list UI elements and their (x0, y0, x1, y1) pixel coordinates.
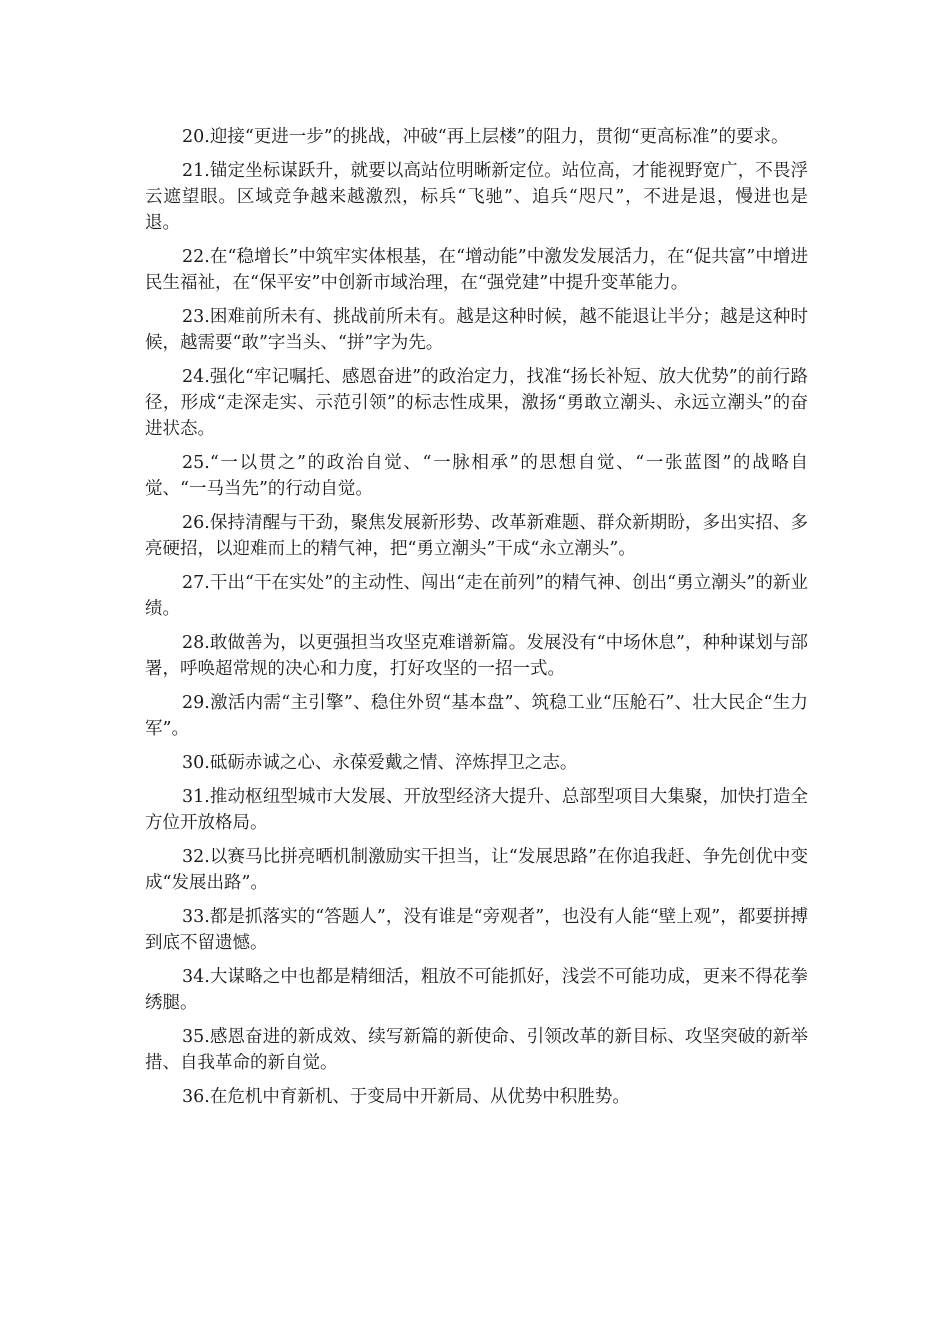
paragraph-20: 20.迎接“更进一步”的挑战，冲破“再上层楼”的阻力，贯彻“更高标准”的要求。 (182, 127, 789, 147)
document-body (145, 124, 808, 1118)
paragraph-34: 34.大谋略之中也都是精细活，粗放不可能抓好，浅尝不可能功成，更来不得花拳绣腿。 (145, 967, 808, 1013)
paragraph-31: 31.推动枢纽型城市大发展、开放型经济大提升、总部型项目大集聚，加快打造全方位开放格局。 (145, 787, 808, 833)
paragraph-30: 30.砥砺赤诚之心、永葆爱戴之情、淬炼捍卫之志。 (182, 753, 578, 773)
paragraph-35: 35.感恩奋进的新成效、续写新篇的新使命、引领改革的新目标、攻坚突破的新举措、自我革命的新自觉。 (145, 1027, 808, 1073)
paragraph-26: 26.保持清醒与干劲，聚焦发展新形势、改革新难题、群众新期盼，多出实招、多亮硬招，以迎难而上的精气神，把“勇立潮头”干成“永立潮头”。 (145, 513, 808, 559)
paragraph-24: 24.强化“牢记嘱托、感恩奋进”的政治定力，找准“扬长补短、放大优势”的前行路径，形成“走深走实、示范引领”的标志性成果，激扬“勇敢立潮头、永远立潮头”的奋进状态。 (145, 367, 808, 439)
paragraph-21: 21.锚定坐标谋跃升，就要以高站位明晰新定位。站位高，才能视野宽广，不畏浮云遮望眼。区域竞争越来越激烈，标兵“飞驰”、追兵“咫尺”，不进是退，慢进也是退。 (145, 161, 808, 233)
paragraph-36: 36.在危机中育新机、于变局中开新局、从优势中积胜势。 (182, 1087, 630, 1107)
paragraph-28: 28.敢做善为，以更强担当攻坚克难谱新篇。发展没有“中场休息”，种种谋划与部署，呼唤超常规的决心和力度，打好攻坚的一招一式。 (145, 633, 808, 679)
paragraph-25: 25.“一以贯之”的政治自觉、“一脉相承”的思想自觉、“一张蓝图”的战略自觉、“一马当先”的行动自觉。 (145, 453, 808, 499)
paragraph-33: 33.都是抓落实的“答题人”，没有谁是“旁观者”，也没有人能“壁上观”，都要拼搏到底不留遗憾。 (145, 907, 808, 953)
paragraph-32: 32.以赛马比拼亮晒机制激励实干担当，让“发展思路”在你追我赶、争先创优中变成“发展出路”。 (145, 847, 808, 893)
paragraph-22: 22.在“稳增长”中筑牢实体根基，在“增动能”中激发发展活力，在“促共富”中增进民生福祉，在“保平安”中创新市域治理，在“强党建”中提升变革能力。 (145, 247, 808, 293)
paragraph-23: 23.困难前所未有、挑战前所未有。越是这种时候，越不能退让半分；越是这种时候，越需要“敢”字当头、“拼”字为先。 (145, 307, 808, 353)
paragraph-27: 27.干出“干在实处”的主动性、闯出“走在前列”的精气神、创出“勇立潮头”的新业绩。 (145, 573, 808, 619)
paragraph-29: 29.激活内需“主引擎”、稳住外贸“基本盘”、筑稳工业“压舱石”、壮大民企“生力军”。 (145, 693, 808, 739)
